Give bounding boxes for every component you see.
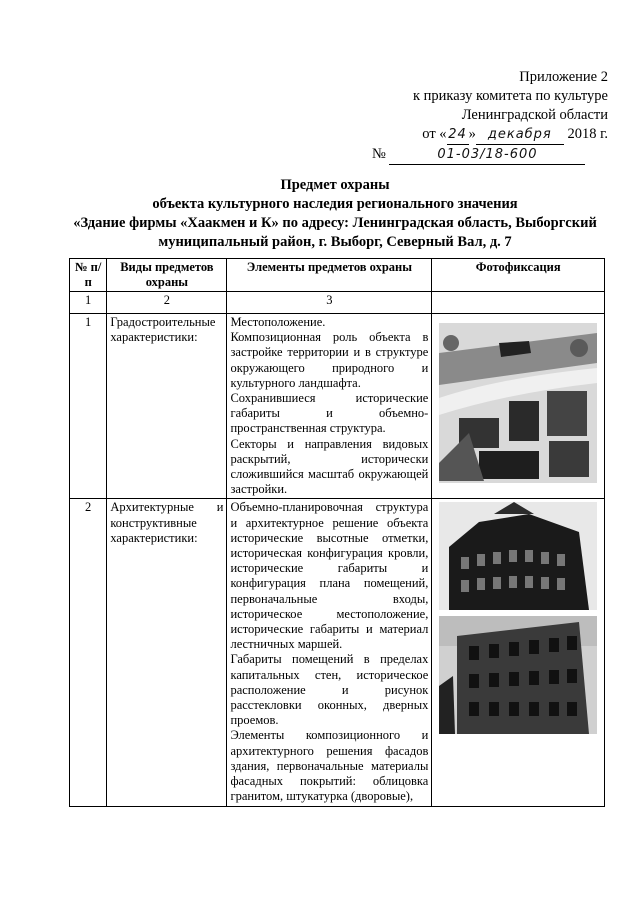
date-day-handwritten: 24: [447, 125, 469, 145]
table-row: [70, 314, 605, 499]
order-number: № 01-03/18-600: [368, 145, 608, 165]
row-elements: [227, 499, 432, 806]
table-index-row: [70, 292, 605, 314]
title-address: муниципальный район, г. Выборг, Северный Вал, д. 7: [158, 234, 512, 250]
table-header-row: [70, 259, 605, 292]
row-kind: Архитектурные и конструктивные характеристики:: [107, 499, 227, 806]
element-paragraph: Объемно-планировочная структура и архитектурное решение объекта исторические высотные отметки, историческая конфигурация кровли, исторические габариты и конфигурация плана помещений, первоначальные входы, историческое местоположение, исторические габариты и материал лестничных маршей.: [230, 500, 429, 652]
date-month-handwritten: декабря: [476, 125, 564, 145]
aerial-photo: [439, 323, 597, 483]
committee-region: Ленинградской области: [461, 107, 608, 123]
col-header-elements: Элементы предметов охраны: [227, 259, 432, 292]
element-paragraph: Сохранившиеся исторические габариты и объемно-пространственная структура.: [230, 391, 429, 436]
title-building: «Здание фирмы «Хаакмен и К» по адресу: Ленинградская область, Выборгский: [73, 215, 597, 231]
order-date: от « 24 » декабря 2018 г.: [368, 125, 608, 145]
element-paragraph: Габариты помещений в пределах капитальных стен, историческое расположение и рисунок расстекловки оконных, дверных проемов.: [230, 652, 429, 728]
index-cell: 2: [107, 292, 227, 314]
row-number: 1: [70, 314, 107, 499]
protection-table: [69, 258, 605, 807]
title-subject: Предмет охраны: [280, 177, 390, 193]
building-photo-courtyard: [439, 616, 597, 734]
row-kind: Градостроительные характеристики:: [107, 314, 227, 499]
building-photo-exterior: [439, 502, 597, 610]
index-cell: 1: [70, 292, 107, 314]
col-header-num: № п/п: [70, 259, 107, 292]
element-paragraph: Секторы и направления видовых раскрытий, исторически сложившийся масштаб окружающей застройки.: [230, 436, 429, 497]
order-reference: к приказу комитета по культуре: [412, 88, 608, 104]
element-paragraph: Композиционная роль объекта в застройке территории и в структуре окружающего природного и культурного ландшафта.: [230, 330, 429, 390]
row-number: 2: [70, 499, 107, 806]
order-number-handwritten: 01-03/18-600: [389, 145, 585, 165]
attachment-label: Приложение 2: [519, 69, 608, 85]
col-header-kind: Виды предметов охраны: [107, 259, 227, 292]
title-object: объекта культурного наследия регионального значения: [152, 196, 518, 212]
element-paragraph: Местоположение.: [230, 315, 326, 329]
date-year: 2018 г.: [567, 126, 608, 142]
document-title: [40, 176, 630, 252]
attachment-header: [368, 68, 608, 165]
element-paragraph: Элементы композиционного и архитектурного решения фасадов здания, первоначальные материалы фасадных покрытий: облицовка гранитом, штукатурка (дворовые),: [230, 728, 429, 804]
col-header-photo: Фотофиксация: [432, 259, 605, 292]
row-elements: [227, 314, 432, 499]
index-cell: [432, 292, 605, 314]
index-cell: 3: [227, 292, 432, 314]
table-row: [70, 499, 605, 806]
row-photo: [432, 314, 605, 499]
row-photo: [432, 499, 605, 806]
